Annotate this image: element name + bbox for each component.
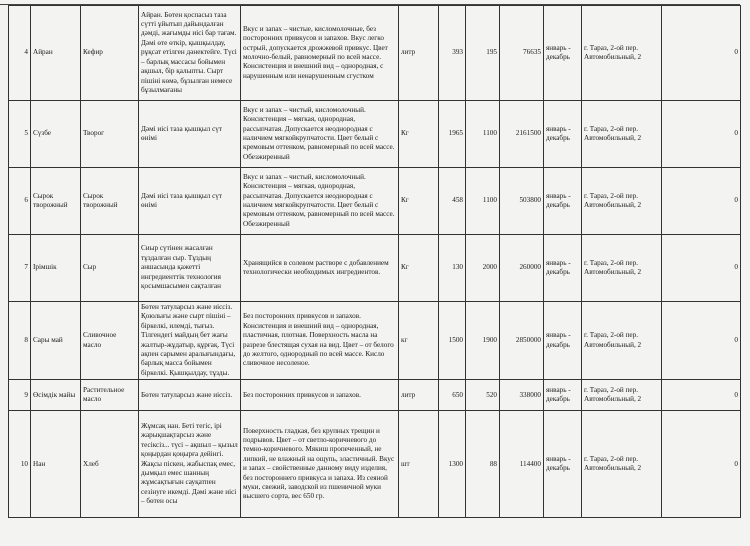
description-kz: Жұмсақ нан. Беті тегіс, ірі жарықшақтарсыз және тесіксіз... түсі – ақшыл – қызыл қоңырдан қоңырға дейінгі. Жақсы піскен, жабыспақ емес, дымқыл емес шанның жұмсақтығын сауқатпен сезінуге икемді. Дәмі және иісі – бөтен осы [139, 411, 241, 518]
specification-ru: Вкус и запах – чистые, кисломолочные, без посторонних привкусов и запахов. Вкус легко острый, допускается дрожжевой привкус. Цвет молочно-белый, равномерный по всей массе. Консистенция и внешний вид – однородная, с нарушенным или ненарушенным сгустком [241, 6, 399, 101]
table-row [9, 235, 741, 302]
product-name-ru: Кефир [81, 6, 139, 101]
table-row [9, 6, 741, 101]
row-number: 9 [9, 380, 31, 411]
quantity: 130 [439, 235, 466, 302]
amount: 260000 [500, 235, 544, 302]
delivery-period: январь - декабрь [544, 411, 582, 518]
product-name-kz: Айран [31, 6, 81, 101]
product-name-ru: Сливочное масло [81, 302, 139, 380]
table-row [9, 411, 741, 518]
product-name-ru: Растительное масло [81, 380, 139, 411]
row-number: 8 [9, 302, 31, 380]
description-kz: Дәмі иісі таза қышқыл сүт өнімі [139, 101, 241, 168]
delivery-period: январь - декабрь [544, 302, 582, 380]
row-number: 4 [9, 6, 31, 101]
table-row [9, 302, 741, 380]
advance-percent: 0 [662, 101, 741, 168]
delivery-address: г. Тараз, 2-ой пер. Автомобильный, 2 [582, 380, 662, 411]
product-name-kz: Сары май [31, 302, 81, 380]
delivery-period: январь - декабрь [544, 380, 582, 411]
unit: литр [399, 6, 439, 101]
quantity: 458 [439, 168, 466, 235]
amount: 114400 [500, 411, 544, 518]
amount: 503800 [500, 168, 544, 235]
table-body [9, 6, 741, 518]
advance-percent: 0 [662, 168, 741, 235]
delivery-address: г. Тараз, 2-ой пер. Автомобильный, 2 [582, 168, 662, 235]
product-name-ru: Творог [81, 101, 139, 168]
delivery-address: г. Тараз, 2-ой пер. Автомобильный, 2 [582, 6, 662, 101]
specification-ru: Вкус и запах – чистый, кисломолочный. Консистенция – мягкая, однородная, рассыпчатая. Допускается неоднородная с наличием мягкойкрупчатости. Цвет белый с кремовым оттенком, равномерный по всей массе. Обезжиренный [241, 168, 399, 235]
price: 1100 [466, 168, 500, 235]
advance-percent: 0 [662, 380, 741, 411]
advance-percent: 0 [662, 6, 741, 101]
delivery-period: январь - декабрь [544, 101, 582, 168]
unit: Кг [399, 168, 439, 235]
price: 1100 [466, 101, 500, 168]
advance-percent: 0 [662, 302, 741, 380]
price: 88 [466, 411, 500, 518]
description-kz: Бөтен татуларсыз және иіссіз. [139, 380, 241, 411]
product-name-ru: Сыр [81, 235, 139, 302]
delivery-period: январь - декабрь [544, 168, 582, 235]
product-name-ru: Хлеб [81, 411, 139, 518]
unit: кг [399, 302, 439, 380]
unit: литр [399, 380, 439, 411]
price: 1900 [466, 302, 500, 380]
amount: 2850000 [500, 302, 544, 380]
unit: шт [399, 411, 439, 518]
price: 195 [466, 6, 500, 101]
spec-table [8, 5, 741, 518]
delivery-period: январь - декабрь [544, 235, 582, 302]
product-name-kz: Нан [31, 411, 81, 518]
unit: Кг [399, 235, 439, 302]
product-name-kz: Сырок творожный [31, 168, 81, 235]
row-number: 10 [9, 411, 31, 518]
description-kz: Бөтен татуларсыз және иіссіз. Қоюлығы және сырт пішіні – біркелкі, илемді, тығыз. Тілгендегі майдың бет жағы жалтыр-жұдатыр, құрғақ. Түсі ақпен сарымен аралығындағы, барлық масса бойымен біркелкі. Қышқылдау, тұзды. [139, 302, 241, 380]
delivery-address: г. Тараз, 2-ой пер. Автомобильный, 2 [582, 101, 662, 168]
product-name-ru: Сырок творожный [81, 168, 139, 235]
table-row [9, 101, 741, 168]
row-number: 5 [9, 101, 31, 168]
delivery-address: г. Тараз, 2-ой пер. Автомобильный, 2 [582, 235, 662, 302]
delivery-address: г. Тараз, 2-ой пер. Автомобильный, 2 [582, 302, 662, 380]
price: 2000 [466, 235, 500, 302]
specification-ru: Вкус и запах – чистый, кисломолочный. Консистенция – мягкая, однородная, рассыпчатая. Допускается неоднородная с наличием мягкойкрупчатости. Цвет белый с кремовым оттенком, равномерный по всей массе. Обезжиренный [241, 101, 399, 168]
description-kz: Айран. Бөтен қоспасыз таза сүтті ұйытып дайындалған дәмді, жағымды иісі бар тағам. Дәмі өте өткір, қышқылдау, рұқсат етілген дәнектейге. Түсі – барлық массасы бойымен ақшыл, бір қалыпты. Сырт пішіні көмә, бұзылған немесе бұзылмағаны [139, 6, 241, 101]
description-kz: Сиыр сүтінен жасалған тұздалған сыр. Тұздың аншасында қажетті ингредиенттік технология қосымшасымен сақталған [139, 235, 241, 302]
unit: Кг [399, 101, 439, 168]
delivery-address: г. Тараз, 2-ой пер. Автомобильный, 2 [582, 411, 662, 518]
quantity: 1500 [439, 302, 466, 380]
quantity: 1965 [439, 101, 466, 168]
amount: 338000 [500, 380, 544, 411]
quantity: 393 [439, 6, 466, 101]
quantity: 650 [439, 380, 466, 411]
specification-ru: Без посторонних привкусов и запахов. Консистенция и внешний вид – однородная, пластичная, плотная. Поверхность масла на разрезе блестящая сухая на вид. Цвет – от белого до желтого, однородный по всей массе. Кисло сливочное несоленое. [241, 302, 399, 380]
amount: 76635 [500, 6, 544, 101]
description-kz: Дәмі иісі таза қышқыл сүт өнімі [139, 168, 241, 235]
row-number: 7 [9, 235, 31, 302]
row-number: 6 [9, 168, 31, 235]
price: 520 [466, 380, 500, 411]
product-name-kz: Өсімдік майы [31, 380, 81, 411]
specification-ru: Поверхность гладкая, без крупных трещин и подрывов. Цвет – от светло-коричневого до темно-коричневого. Мякиш пропеченный, не липкий, не влажный на ощупь, эластичный. Вкус и запах – свойственные данному виду изделия, без постороннего привкуса и запаха. Из сеяной муки, свежий, заводской из пшеничной муки высшего сорта, вес 650 гр. [241, 411, 399, 518]
advance-percent: 0 [662, 411, 741, 518]
product-name-kz: Сүзбе [31, 101, 81, 168]
specification-ru: Хранящийся в солевом растворе с добавлением технологически необходимых ингредиентов. [241, 235, 399, 302]
amount: 2161500 [500, 101, 544, 168]
quantity: 1300 [439, 411, 466, 518]
table-row [9, 380, 741, 411]
advance-percent: 0 [662, 235, 741, 302]
product-name-kz: Ірімшік [31, 235, 81, 302]
table-row [9, 168, 741, 235]
specification-ru: Без посторонних привкусов и запахов. [241, 380, 399, 411]
delivery-period: январь - декабрь [544, 6, 582, 101]
